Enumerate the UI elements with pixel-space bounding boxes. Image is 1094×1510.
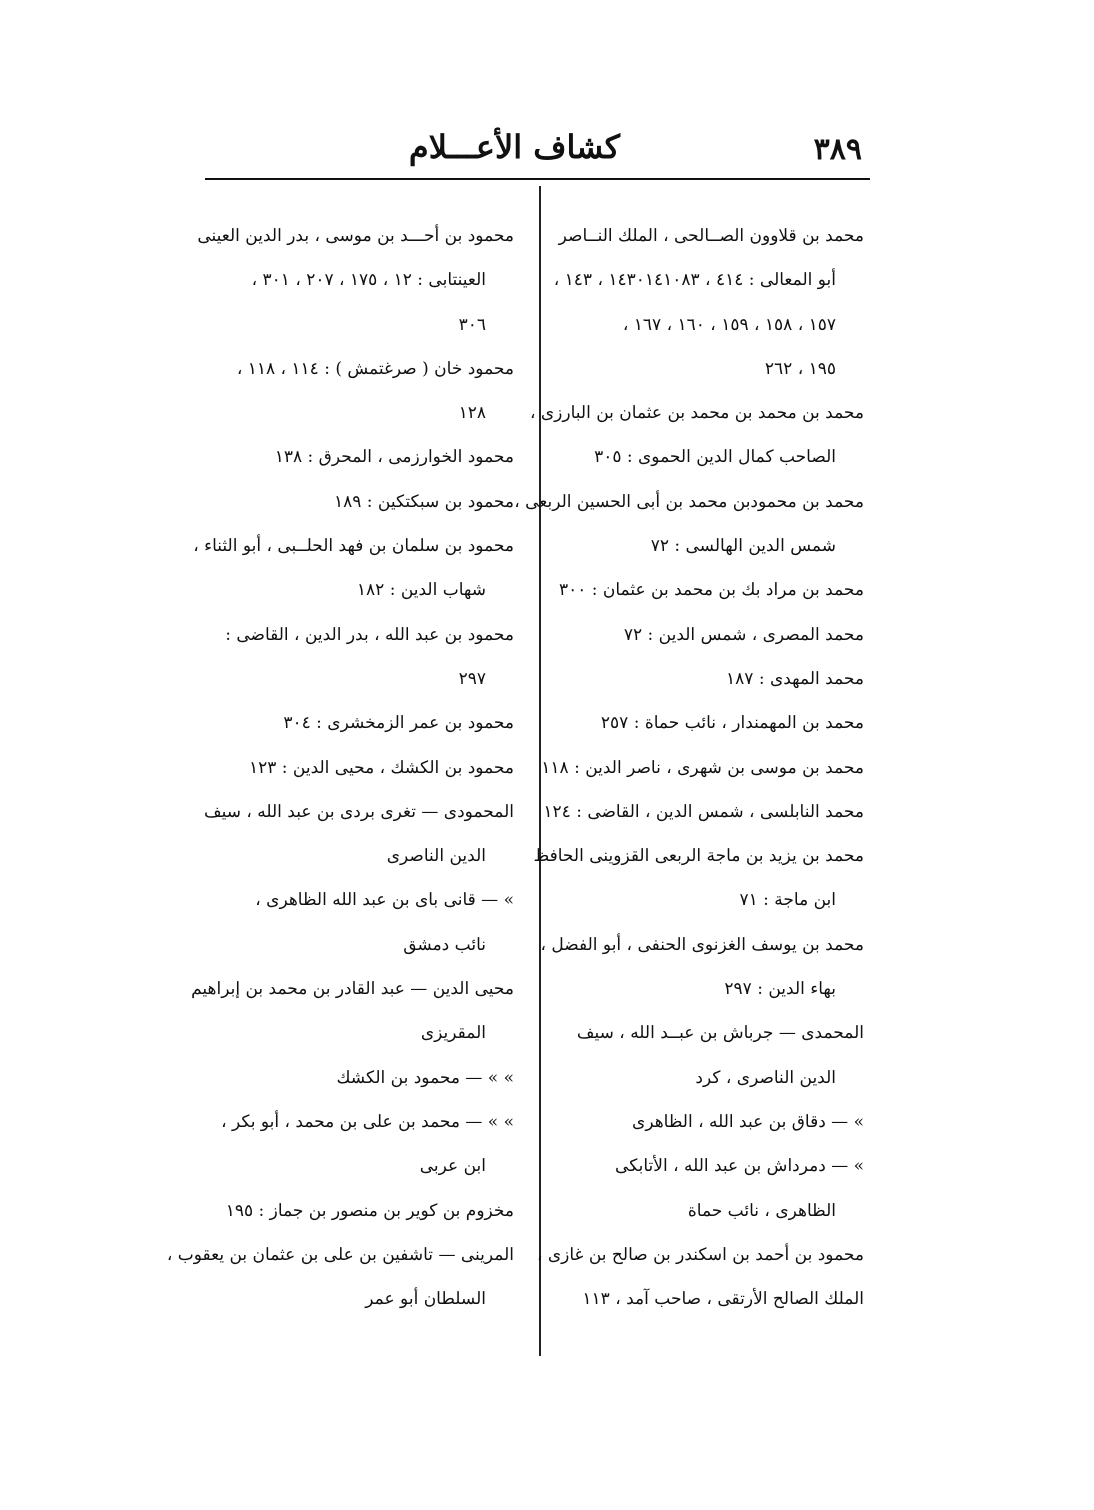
index-entry-line: محمود بن أحمد بن اسكندر بن صالح بن غازى ، — [536, 1244, 864, 1265]
index-entry-line: » » — محمد بن على بن محمد ، أبو بكر ، — [221, 1111, 514, 1132]
page-number: ٣٨٩ — [813, 132, 862, 167]
index-entry-line: ١٩٥ ، ٢٦٢ — [764, 358, 836, 379]
index-entry-line: ١٥٧ ، ١٥٨ ، ١٥٩ ، ١٦٠ ، ١٦٧ ، — [622, 314, 836, 335]
index-entry-line: بهاء الدين : ٢٩٧ — [724, 979, 836, 1000]
index-entry-line: محمد بن قلاوون الصــالحى ، الملك النــاصر — [558, 226, 864, 246]
index-entry-line: » » — محمود بن الكشك — [336, 1067, 514, 1088]
index-entry-line: الظاهرى ، نائب حماة — [687, 1200, 836, 1221]
index-entry-line: محمود الخوارزمى ، المحرق : ١٣٨ — [274, 447, 514, 468]
index-entry-line: ١٢٨ — [458, 403, 486, 424]
index-entry-line: المحمدى — جرباش بن عبــد الله ، سيف — [576, 1023, 864, 1044]
index-entry-line: » — دمرداش بن عبد الله ، الأتابكى — [615, 1156, 864, 1177]
index-entry-line: الدين الناصرى ، كرد — [695, 1067, 836, 1088]
index-entry-line: الصاحب كمال الدين الحموى : ٣٠٥ — [594, 447, 836, 468]
index-entry-line: ٣٠٦ — [458, 314, 486, 335]
index-entry-line: محمود بن عبد الله ، بدر الدين ، القاضى : — [225, 624, 514, 645]
index-entry-line: محيى الدين — عبد القادر بن محمد بن إبراهيم — [191, 979, 514, 1000]
index-entry-line: محمود بن سبكتكين : ١٨٩ — [333, 491, 514, 512]
index-entry-line: محمد بن يوسف الغزنوى الحنفى ، أبو الفضل ، — [540, 934, 864, 955]
index-entry-line: نائب دمشق — [403, 934, 486, 955]
index-entry-line: محمود بن عمر الزمخشرى : ٣٠٤ — [283, 713, 514, 734]
index-entry-line: محمود بن الكشك ، محيى الدين : ١٢٣ — [248, 757, 514, 778]
index-entry-line: محمد بن يزيد بن ماجة الربعى القزوينى الحافظ — [533, 846, 864, 867]
index-entry-line: ابن عربى — [419, 1156, 486, 1177]
index-entry-line: المرينى — تاشفين بن على بن عثمان بن يعقوب ، — [166, 1244, 514, 1265]
index-entry-line: أبو المعالى : ٤١٤ ، ١٤٣٠١٤١٠٨٣ ، ١٤٣ ، — [553, 270, 836, 291]
header-divider — [205, 178, 870, 180]
index-entry-line: محمد بن مراد بك بن محمد بن عثمان : ٣٠٠ — [558, 580, 864, 601]
index-entry-line: محمد المهدى : ١٨٧ — [726, 668, 864, 689]
index-entry-line: ٢٩٧ — [458, 668, 486, 689]
index-entry-line: المقريزى — [420, 1023, 486, 1044]
index-entry-line: المحمودى — تغرى بردى بن عبد الله ، سيف — [203, 801, 514, 822]
running-title: كشاف الأعـــلام — [408, 128, 620, 166]
index-entry-line: السلطان أبو عمر — [365, 1289, 486, 1310]
index-entry-line: » — دقاق بن عبد الله ، الظاهرى — [632, 1111, 864, 1132]
index-entry-line: مخزوم بن كوير بن منصور بن جماز : ١٩٥ — [225, 1200, 514, 1221]
index-column-right — [514, 214, 864, 1321]
index-entry-line: الملك الصالح الأرتقى ، صاحب آمد ، ١١٣ — [582, 1289, 864, 1310]
index-entry-line: محمد النابلسى ، شمس الدين ، القاضى : ١٢٤ — [543, 801, 864, 822]
index-entry-line: محمود بن أحـــد بن موسى ، بدر الدين العينى — [197, 226, 514, 246]
index-entry-line: محمود بن سلمان بن فهد الحلــبى ، أبو الثناء ، — [193, 536, 514, 557]
page-header — [205, 128, 870, 176]
index-entry-line: شمس الدين الهالسى : ٧٢ — [650, 536, 836, 557]
index-entry-line: محمد بن المهمندار ، نائب حماة : ٢٥٧ — [600, 713, 864, 734]
index-entry-line: » — قانى باى بن عبد الله الظاهرى ، — [255, 890, 514, 911]
index-entry-line: شهاب الدين : ١٨٢ — [356, 580, 486, 601]
index-entry-line: ابن ماجة : ٧١ — [739, 890, 836, 911]
index-entry-line: محمد بن محمودبن محمد بن أبى الحسين الربعى ، — [514, 491, 864, 512]
index-entry-line: محمد المصرى ، شمس الدين : ٧٢ — [623, 624, 864, 645]
index-entry-line: محمود خان ( صرغتمش ) : ١١٤ ، ١١٨ ، — [236, 358, 514, 379]
index-column-left — [166, 214, 514, 1321]
index-entry-line: الدين الناصرى — [386, 846, 486, 867]
index-entry-line: محمد بن موسى بن شهرى ، ناصر الدين : ١١٨ — [541, 757, 864, 778]
index-entry-line: العينتابى : ١٢ ، ١٧٥ ، ٢٠٧ ، ٣٠١ ، — [251, 270, 486, 291]
index-entry-line: محمد بن محمد بن محمد بن عثمان بن البارزى ، — [529, 403, 864, 424]
